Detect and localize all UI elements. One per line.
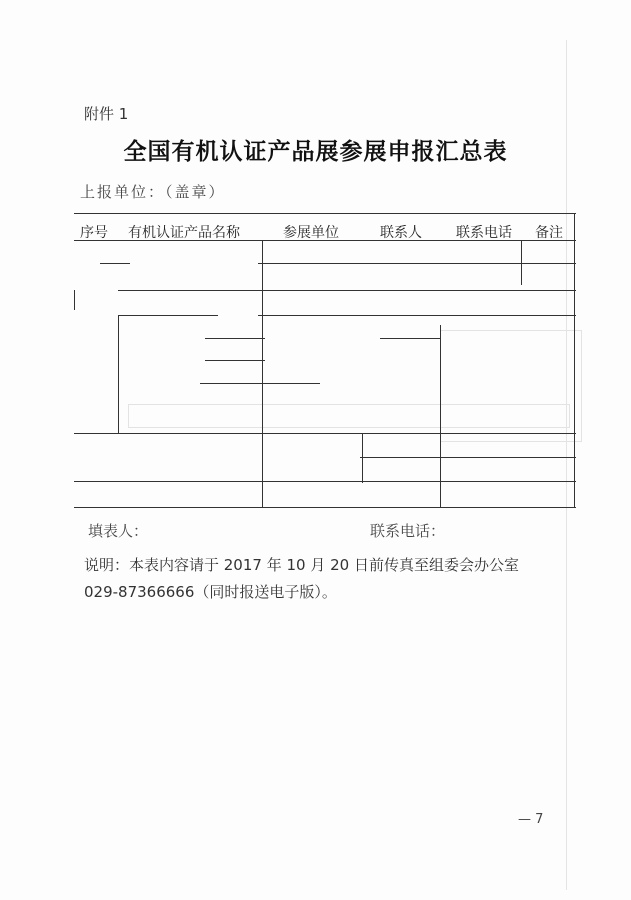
note-line: 029-87366666（同时报送电子版）。 [84, 583, 337, 601]
reporting-unit-label: 上报单位：（盖章） [80, 183, 226, 201]
column-header-product-name: 有机认证产品名称 [128, 225, 240, 241]
table-rule [362, 433, 363, 483]
scan-edge [566, 40, 567, 890]
table-rule [74, 290, 75, 310]
table-rule [258, 315, 576, 316]
contact-phone-label: 联系电话： [370, 522, 446, 540]
filler-label: 填表人： [88, 522, 149, 540]
note-line: 说明：本表内容请于 2017 年 10 月 20 日前传真至组委会办公室 [84, 556, 519, 574]
column-header-index: 序号 [80, 225, 108, 241]
bleed-through-box [440, 330, 582, 442]
table-rule [200, 383, 320, 384]
table-rule [258, 263, 576, 264]
column-header-contact-person: 联系人 [380, 225, 422, 241]
column-header-exhibitor: 参展单位 [283, 225, 339, 241]
table-rule [74, 481, 576, 482]
table-rule [262, 240, 263, 507]
table-rule [205, 338, 265, 339]
table-rule [521, 240, 522, 285]
column-header-remarks: 备注 [535, 225, 563, 241]
table-rule [100, 263, 130, 264]
table-rule [74, 433, 576, 434]
table-rule [74, 507, 576, 508]
table-rule [360, 457, 576, 458]
table-rule [574, 213, 575, 507]
table-rule [440, 325, 441, 507]
table-rule [118, 290, 258, 291]
column-header-contact-phone: 联系电话 [456, 225, 512, 241]
page-title: 全国有机认证产品展参展申报汇总表 [123, 139, 508, 165]
table-rule [258, 290, 576, 291]
table-rule [74, 213, 576, 214]
table-rule [118, 316, 119, 433]
table-rule [380, 338, 440, 339]
page-number: — 7 [518, 812, 544, 827]
table-rule [118, 315, 218, 316]
submission-note [84, 552, 564, 606]
table-rule [205, 360, 265, 361]
attachment-label: 附件 1 [84, 105, 129, 123]
